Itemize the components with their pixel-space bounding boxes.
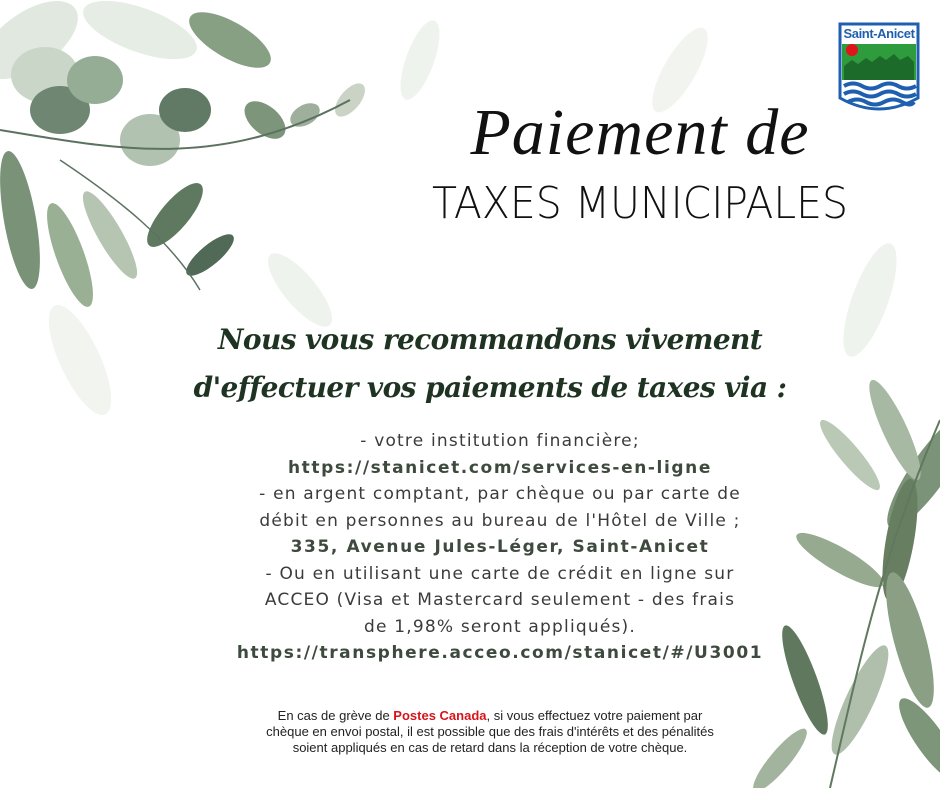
headline [140, 316, 840, 412]
title-caps: TAXES MUNICIPALES [432, 178, 848, 229]
title-script: Paiement de [470, 96, 810, 169]
notice-line-2: chèque en envoi postal, il est possible que des frais d'intérêts et des pénalités [266, 724, 714, 739]
town-hall-address: 335, Avenue Jules-Léger, Saint-Anicet [290, 537, 710, 557]
option-credit-text-2: ACCEO (Visa et Mastercard seulement - des frais [264, 590, 736, 610]
online-services-link[interactable]: https://stanicet.com/services-en-ligne [287, 457, 713, 478]
headline-line-1: Nous vous recommandons vivement [217, 323, 763, 356]
notice-line-3: soient appliqués en cas de retard dans la réception de votre chèque. [292, 740, 688, 755]
postal-strike-notice [200, 708, 780, 756]
option-in-person-text-2: débit en personnes au bureau de l'Hôtel de Ville ; [259, 510, 741, 531]
option-credit-text-1: - Ou en utilisant une carte de crédit en ligne sur [265, 563, 735, 584]
logo-text: Saint-Anicet [843, 26, 915, 41]
notice-line-1 [200, 708, 780, 724]
option-bank-text: - votre institution financière; [360, 431, 640, 451]
notice-text-b: , si vous effectuez votre paiement par [486, 708, 703, 723]
saint-anicet-logo [838, 22, 920, 118]
option-credit-text-3: de 1,98% seront appliqués). [363, 616, 636, 637]
acceo-payment-link[interactable]: https://transphere.acceo.com/stanicet/#/U3001 [236, 643, 764, 663]
option-in-person-text-1: - en argent comptant, par chèque ou par carte de [259, 484, 741, 504]
payment-options [160, 428, 840, 667]
headline-line-2: d'effectuer vos paiements de taxes via : [193, 371, 787, 404]
postes-canada-label: Postes Canada [393, 708, 487, 723]
notice-text-a: En cas de grève de [277, 708, 394, 723]
